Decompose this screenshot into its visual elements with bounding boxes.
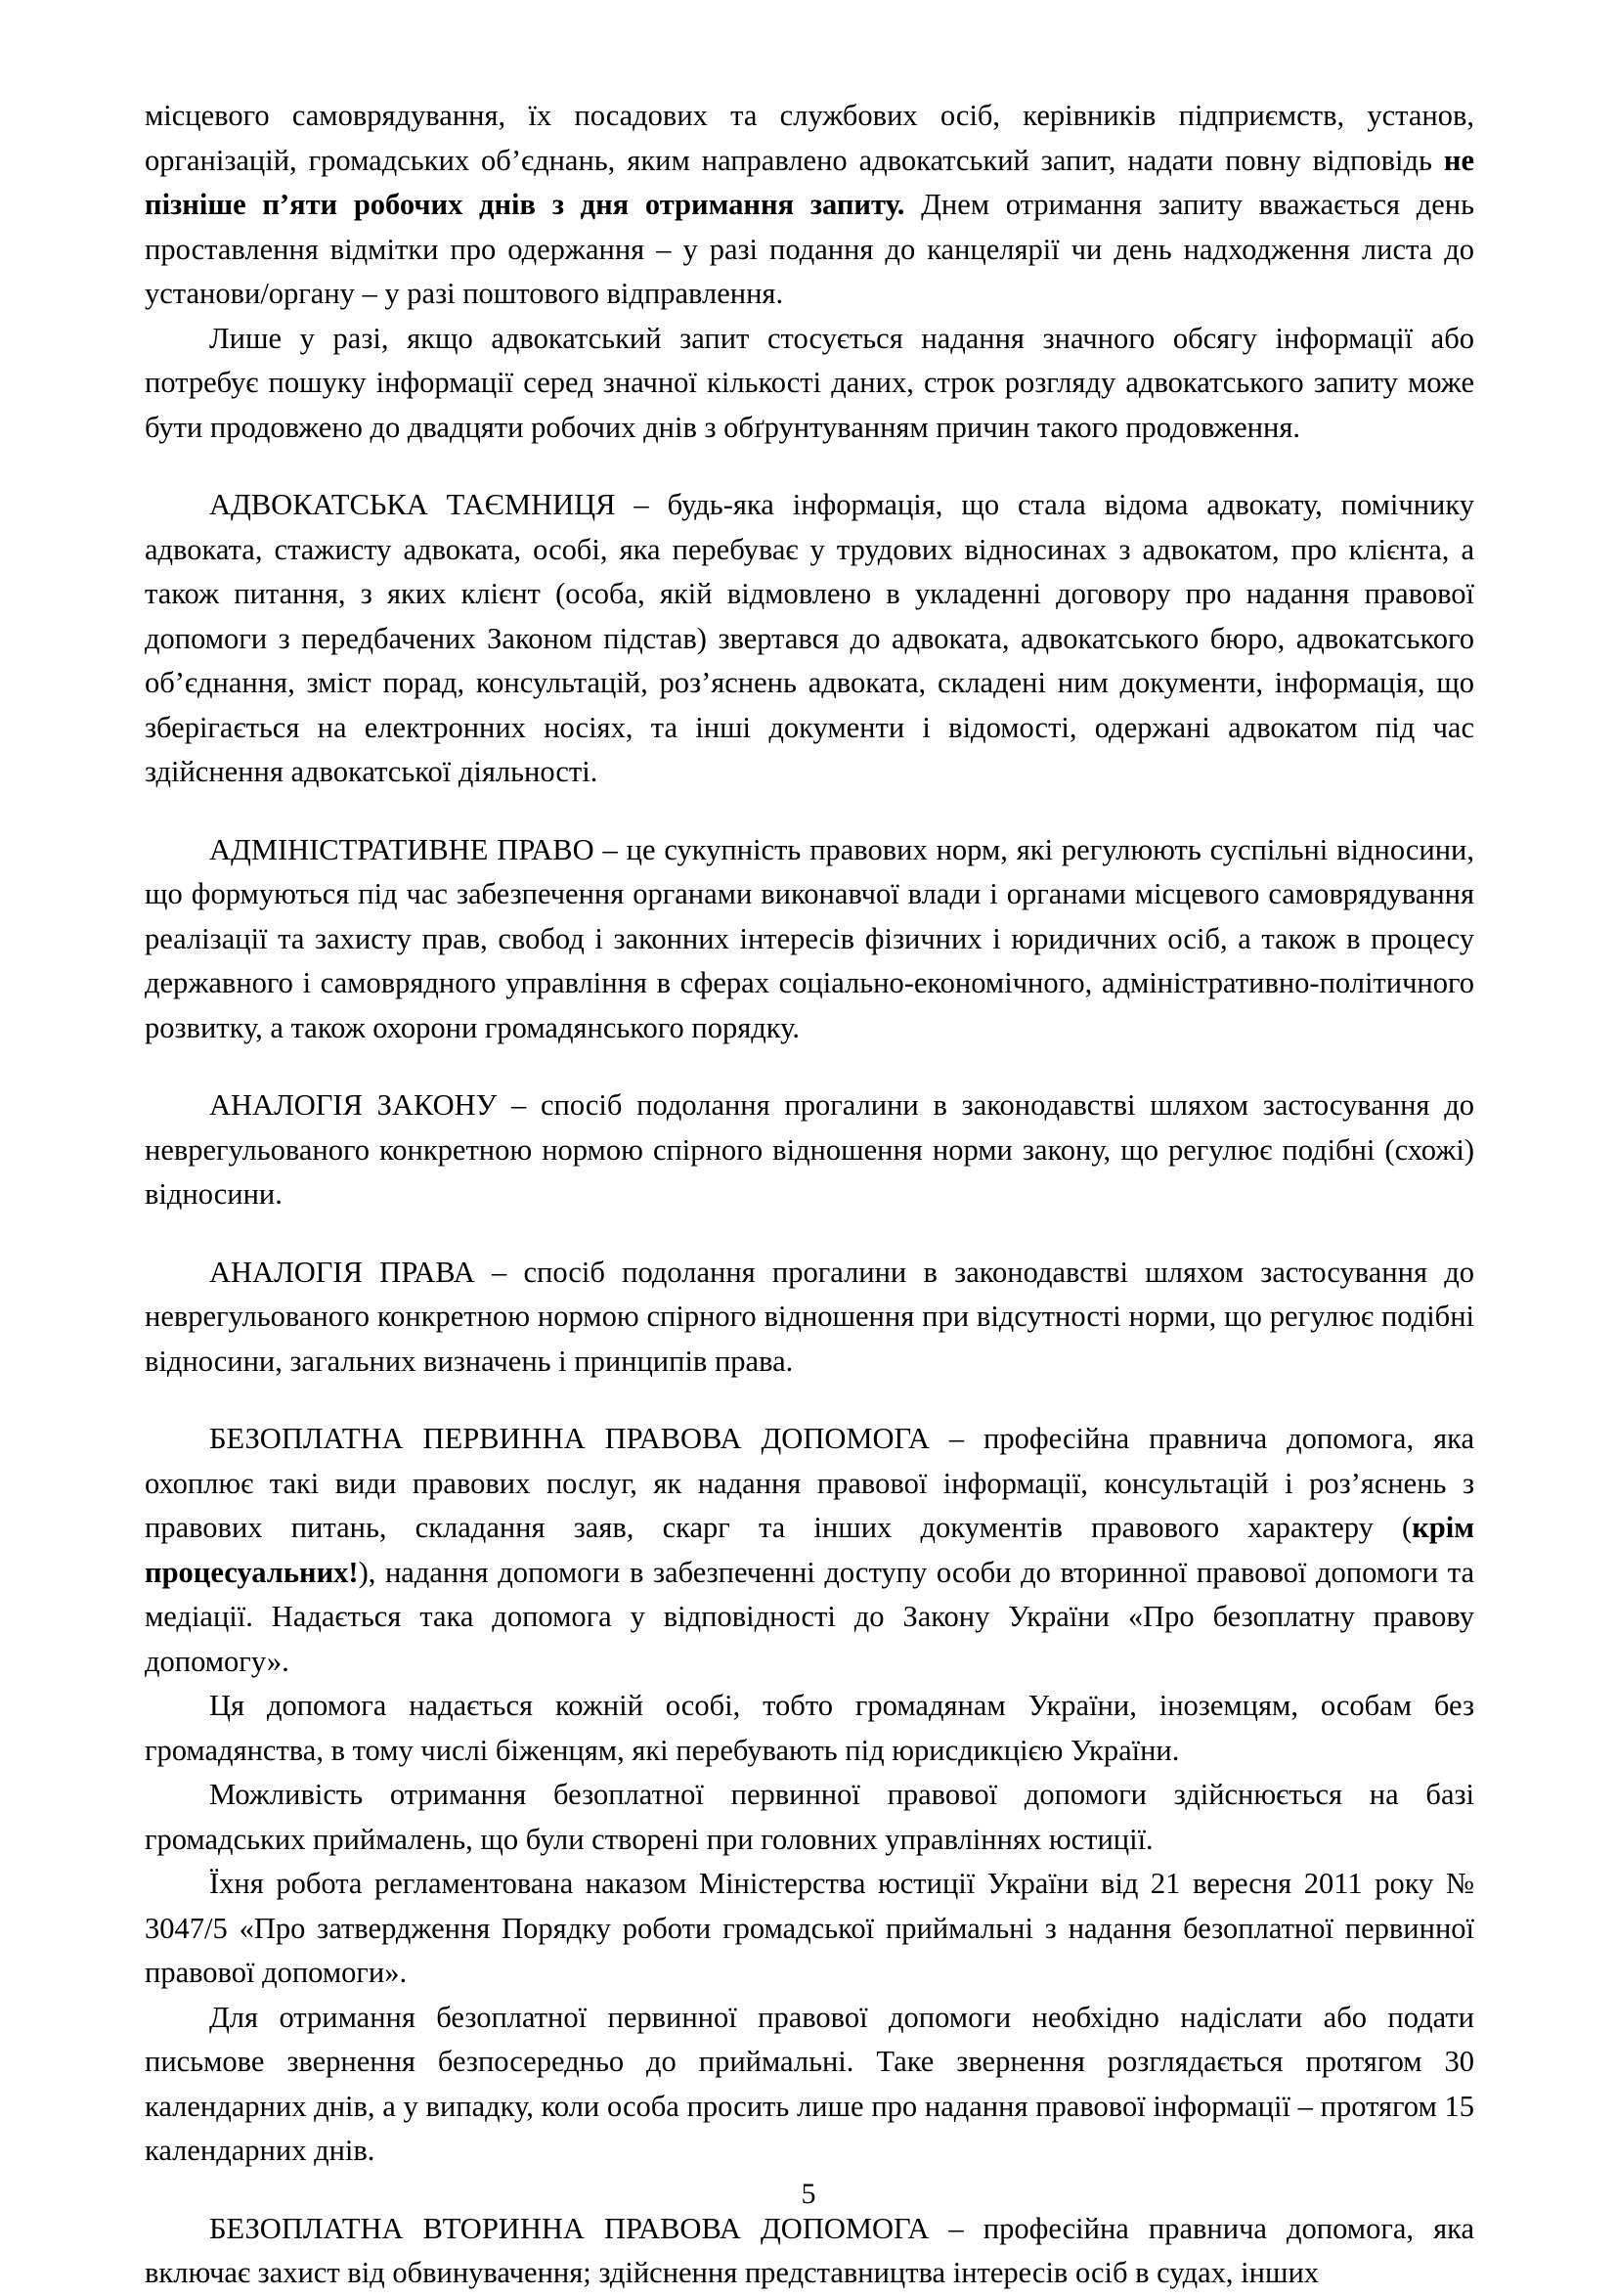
emphasis-text: крім процесуальних!	[145, 1511, 1474, 1589]
paragraph-spacer	[145, 450, 1474, 483]
paragraph-spacer	[145, 795, 1474, 828]
paragraph	[145, 1083, 1474, 1217]
paragraph	[145, 94, 1474, 317]
paragraph	[145, 483, 1474, 795]
paragraph	[145, 1996, 1474, 2174]
paragraph	[145, 828, 1474, 1051]
body-text: Можливість отримання безоплатної первинної правової допомоги здійснюється на базі громадських приймалень, що були створені при головних управліннях юстиції.	[145, 1778, 1474, 1856]
term-heading: АДВОКАТСЬКА ТАЄМНИЦЯ	[209, 488, 616, 521]
paragraph-spacer	[145, 1050, 1474, 1083]
body-text: Їхня робота регламентована наказом Міністерства юстиції України від 21 вересня 2011 року № 3047/5 «Про затвердження Порядку роботи громадської приймальні з надання безоплатної первинної правової допомоги».	[145, 1867, 1474, 1989]
body-text: Ця допомога надається кожній особі, тобто громадянам України, іноземцям, особам без громадянства, в тому числі біженцям, які перебувають під юрисдикцією України.	[145, 1689, 1474, 1767]
body-text: – будь-яка інформація, що стала відома адвокату, помічнику адвоката, стажисту адвоката, особі, яка перебуває у трудових відносинах з адвокатом, про клієнта, а також питання, з яких клієнт (особа, якій відмовлено в укладенні договору про надання правової допомоги з передбачених Законом підстав) звертався до адвоката, адвокатського бюро, адвокатського об’єднання, зміст порад, консультацій, роз’яснень адвоката, складені ним документи, інформація, що зберігається на електронних носіях, та інші документи і відомості, одержані адвокатом під час здійснення адвокатської діяльності.	[145, 488, 1475, 788]
paragraph	[145, 1251, 1474, 1385]
term-heading: АДМІНІСТРАТИВНЕ ПРАВО	[209, 832, 594, 866]
term-heading: АНАЛОГІЯ ЗАКОНУ	[209, 1088, 498, 1122]
document-body	[145, 94, 1474, 2296]
paragraph	[145, 1417, 1474, 1684]
paragraph-spacer	[145, 1217, 1474, 1251]
term-heading: БЕЗОПЛАТНА ПЕРВИННА ПРАВОВА ДОПОМОГА	[209, 1422, 930, 1455]
paragraph	[145, 1684, 1474, 1773]
paragraph	[145, 1773, 1474, 1862]
paragraph	[145, 317, 1474, 451]
body-text: – спосіб подолання прогалини в законодавстві шляхом застосування до неврегульованого конкретною нормою спірного відношення при відсутності норми, що регулює подібні відносини, загальних визначень і принципів права.	[145, 1255, 1474, 1378]
body-text: – професійна правнича допомога, яка охоплює такі види правових послуг, як надання правової інформації, консультацій і роз’яснень з правових питань, складання заяв, скарг та інших документів правового характеру (	[145, 1422, 1474, 1544]
body-text: – спосіб подолання прогалини в законодавстві шляхом застосування до неврегульованого конкретною нормою спірного відношення норми закону, що регулює подібні (схожі) відносини.	[145, 1088, 1474, 1211]
body-text: Днем отримання запиту вважається день проставлення відмітки про одержання – у разі подання до канцелярії чи день надходження листа до установи/органу – у разі поштового відправлення.	[145, 188, 1475, 310]
body-text: Для отримання безоплатної первинної правової допомоги необхідно надіслати або подати письмове звернення безпосередньо до приймальні. Таке звернення розглядається протягом 30 календарних днів, а у випадку, коли особа просить лише про надання правової інформації – протягом 15 календарних днів.	[145, 2000, 1474, 2167]
paragraph-spacer	[145, 1384, 1474, 1417]
body-text: – це сукупність правових норм, які регулюють суспільні відносини, що формуються під час забезпечення органами виконавчої влади і органами місцевого самоврядування реалізації та захисту прав, свобод і законних інтересів фізичних і юридичних осіб, а також в процесу державного і самоврядного управління в сферах соціально-економічного, адміністративно-політичного розвитку, а також охорони громадянського порядку.	[145, 832, 1474, 1044]
emphasis-text: не пізніше п’яти робочих днів з дня отримання запиту.	[145, 143, 1474, 221]
body-text: – професійна правнича допомога, яка включає захист від обвинувачення; здійснення представництва інтересів осіб в судах, інших	[145, 2211, 1475, 2289]
body-text: місцевого самоврядування, їх посадових та службових осіб, керівників підприємств, установ, організацій, громадських об’єднань, яким направлено адвокатський запит, надати повну відповідь	[145, 99, 1474, 177]
term-heading: БЕЗОПЛАТНА ВТОРИННА ПРАВОВА ДОПОМОГА	[209, 2211, 930, 2245]
paragraph	[145, 1862, 1474, 1996]
paragraph	[145, 2207, 1474, 2296]
body-text: Лише у разі, якщо адвокатський запит стосується надання значного обсягу інформації або потребує пошуку інформації серед значної кількості даних, строк розгляду адвокатського запиту може бути продовжено до двадцяти робочих днів з обґрунтуванням причин такого продовження.	[145, 321, 1474, 444]
term-heading: АНАЛОГІЯ ПРАВА	[209, 1255, 475, 1289]
page-number: 5	[801, 2178, 816, 2210]
body-text: ), надання допомоги в забезпеченні доступу особи до вторинної правової допомоги та медіації. Надається така допомога у відповідності до Закону України «Про безоплатну правову допомогу».	[145, 1555, 1474, 1678]
